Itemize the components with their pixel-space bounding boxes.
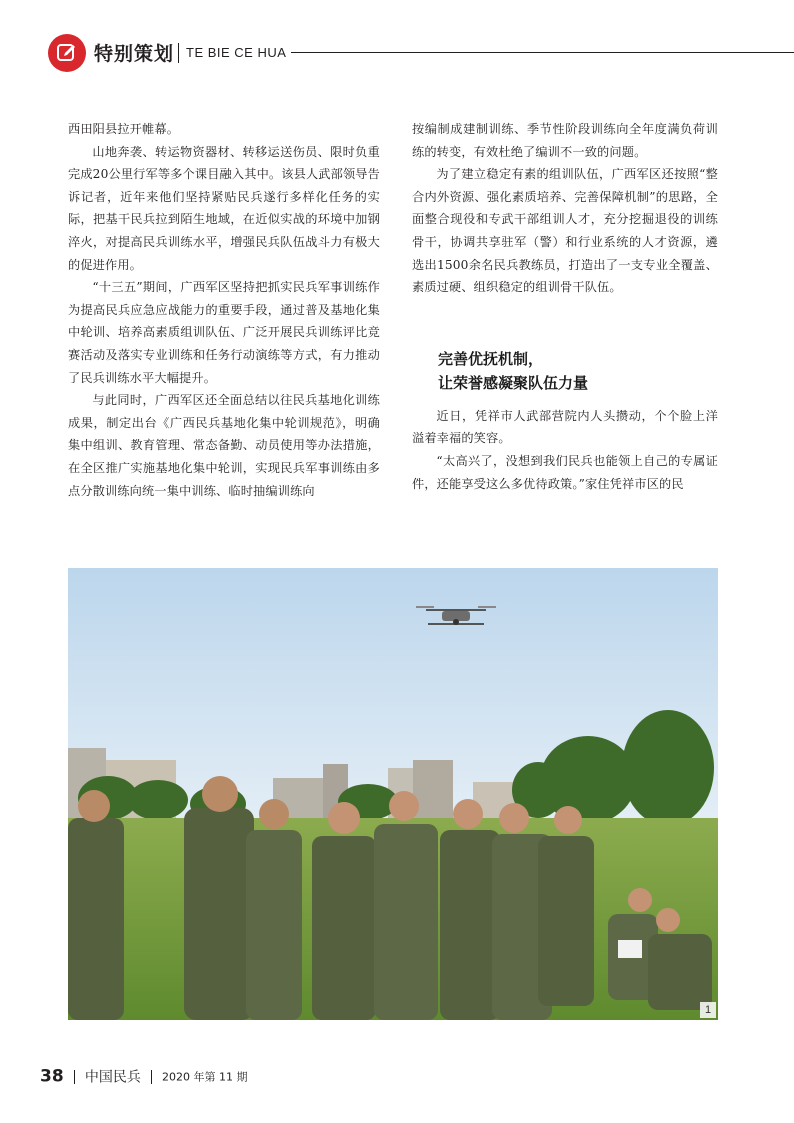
paragraph: 山地奔袭、转运物资器材、转移运送伤员、限时负重完成20公里行军等多个课目融入其中。该县人武部领导告诉记者，近年来他们坚持紧贴民兵遂行多样化任务的实际，把基干民兵拉到陌生地域，在近似实战的环境中加钢淬火，对提高民兵训练水平，增强民兵队伍战斗力有极大的促进作用。 (68, 144, 380, 272)
paragraph: 按编制成建制训练、季节性阶段训练向全年度满负荷训练的转变，有效杜绝了编训不一致的问题。 (412, 122, 718, 159)
footer-divider (74, 1070, 75, 1084)
header-divider (178, 43, 179, 63)
paragraph: 近日，凭祥市人武部营院内人头攒动，个个脸上洋溢着幸福的笑容。 (412, 408, 718, 446)
edit-pen-icon (56, 42, 78, 64)
paragraph: “十三五”期间，广西军区坚持把抓实民兵军事训练作为提高民兵应急应战能力的重要手段，通过普及基地化集中轮训、培养高素质组训队伍、广泛开展民兵训练评比竞赛活动及落实专业训练和任务行动演练等方式，有力推动了民兵训练水平大幅提升。 (68, 280, 380, 385)
section-heading-line2: 让荣誉感凝聚队伍力量 (438, 373, 589, 392)
paragraph: 西田阳县拉开帷幕。 (68, 122, 180, 136)
page-footer (40, 1066, 248, 1087)
paragraph: “太高兴了，没想到我们民兵也能领上自己的专属证件，还能享受这么多优待政策。”家住凭祥市区的民 (412, 453, 718, 491)
page-number: 38 (40, 1066, 64, 1087)
photo-number: 1 (700, 1002, 716, 1018)
issue-label: 2020 年第 11 期 (162, 1070, 248, 1084)
magazine-name: 中国民兵 (84, 1069, 141, 1086)
section-title: 特别策划 (94, 43, 175, 65)
photo-illustration (68, 568, 718, 1020)
paragraph: 为了建立稳定有素的组训队伍，广西军区还按照“整合内外资源、强化素质培养、完善保障机制”的思路，全面整合现役和专武干部组训人才，充分挖掘退役的训练骨干，协调共享驻军（警）和行业系统的人才资源，遴选出1500余名民兵教练员，打造出了一支专业全覆盖、素质过硬、组织稳定的组训骨干队伍。 (412, 167, 718, 295)
footer-divider (151, 1070, 152, 1084)
article-column-left (68, 118, 380, 502)
section-subtitle: TE BIE CE HUA (186, 45, 287, 60)
paragraph: 与此同时，广西军区还全面总结以往民兵基地化训练成果，制定出台《广西民兵基地化集中轮训规范》，明确集中组训、教育管理、常态备勤、动员使用等办法措施，在全区推广实施基地化集中轮训，实现民兵军事训练由多点分散训练向统一集中训练、临时抽编训练向 (68, 393, 380, 498)
article-column-right (412, 118, 724, 495)
section-heading (438, 347, 724, 395)
section-heading-line1: 完善优抚机制， (438, 349, 544, 368)
section-badge (48, 34, 86, 72)
header-rule (291, 52, 794, 53)
article-photo (68, 568, 718, 1020)
